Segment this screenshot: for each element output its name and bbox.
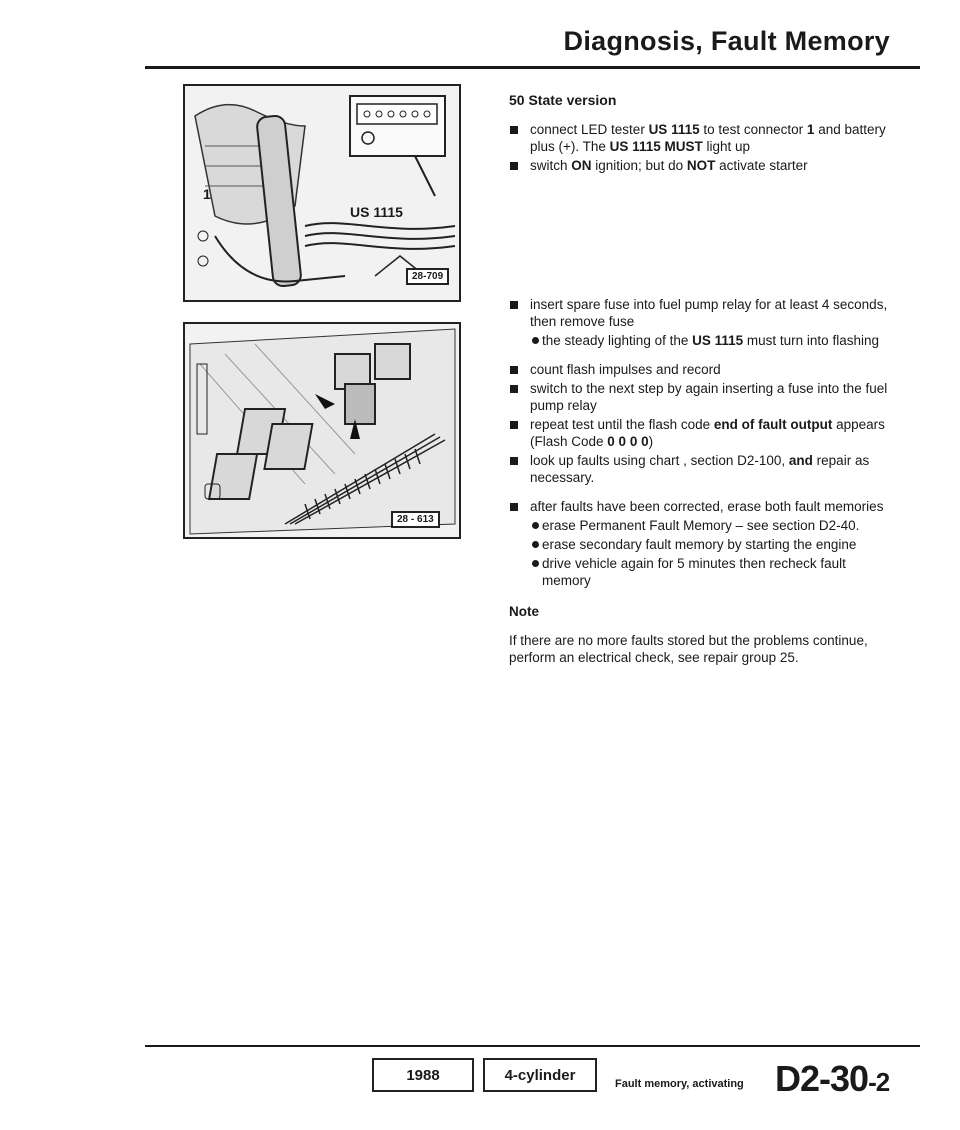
figure-fuel-pump-relay bbox=[183, 322, 461, 539]
list-subitem: the steady lighting of the US 1115 must turn into flashing bbox=[509, 332, 889, 349]
model-year-box: 1988 bbox=[372, 1058, 474, 1092]
list-subitem: drive vehicle again for 5 minutes then recheck fault memory bbox=[509, 555, 889, 589]
list-item: insert spare fuse into fuel pump relay for at least 4 seconds, then remove fuse bbox=[509, 296, 889, 330]
footer-rule bbox=[145, 1045, 920, 1047]
figure-callout-us1115: US 1115 bbox=[350, 204, 403, 220]
page-title: Diagnosis, Fault Memory bbox=[563, 26, 890, 56]
header-rule bbox=[145, 66, 920, 69]
instructions bbox=[509, 92, 889, 666]
list-item: after faults have been corrected, erase both fault memories bbox=[509, 498, 889, 515]
list-item: repeat test until the flash code end of fault output appears (Flash Code 0 0 0 0) bbox=[509, 416, 889, 450]
figure-callout-connector-1: 1 bbox=[203, 186, 211, 202]
engine-type-box: 4-cylinder bbox=[483, 1058, 597, 1092]
list-item: connect LED tester US 1115 to test connector 1 and battery plus (+). The US 1115 MUST light up bbox=[509, 121, 889, 155]
note-title: Note bbox=[509, 604, 539, 619]
note-text: If there are no more faults stored but the problems continue, perform an electrical check, see repair group 25. bbox=[509, 633, 868, 665]
page-number: D2-30-2 bbox=[775, 1058, 890, 1099]
list-item: count flash impulses and record bbox=[509, 361, 889, 378]
relay-panel-illustration bbox=[185, 324, 459, 537]
list-item: switch ON ignition; but do NOT activate starter bbox=[509, 157, 889, 174]
list-item: look up faults using chart , section D2-100, and repair as necessary. bbox=[509, 452, 889, 486]
figure-tag: 28 - 613 bbox=[391, 511, 440, 528]
figure-led-tester-connection bbox=[183, 84, 461, 302]
figure-tag: 28-709 bbox=[406, 268, 449, 285]
section-title: 50 State version bbox=[509, 92, 617, 108]
footer-caption: Fault memory, activating bbox=[615, 1078, 744, 1090]
list-item: switch to the next step by again inserting a fuse into the fuel pump relay bbox=[509, 380, 889, 414]
list-subitem: erase secondary fault memory by starting the engine bbox=[509, 536, 889, 553]
list-subitem: erase Permanent Fault Memory – see section D2-40. bbox=[509, 517, 889, 534]
